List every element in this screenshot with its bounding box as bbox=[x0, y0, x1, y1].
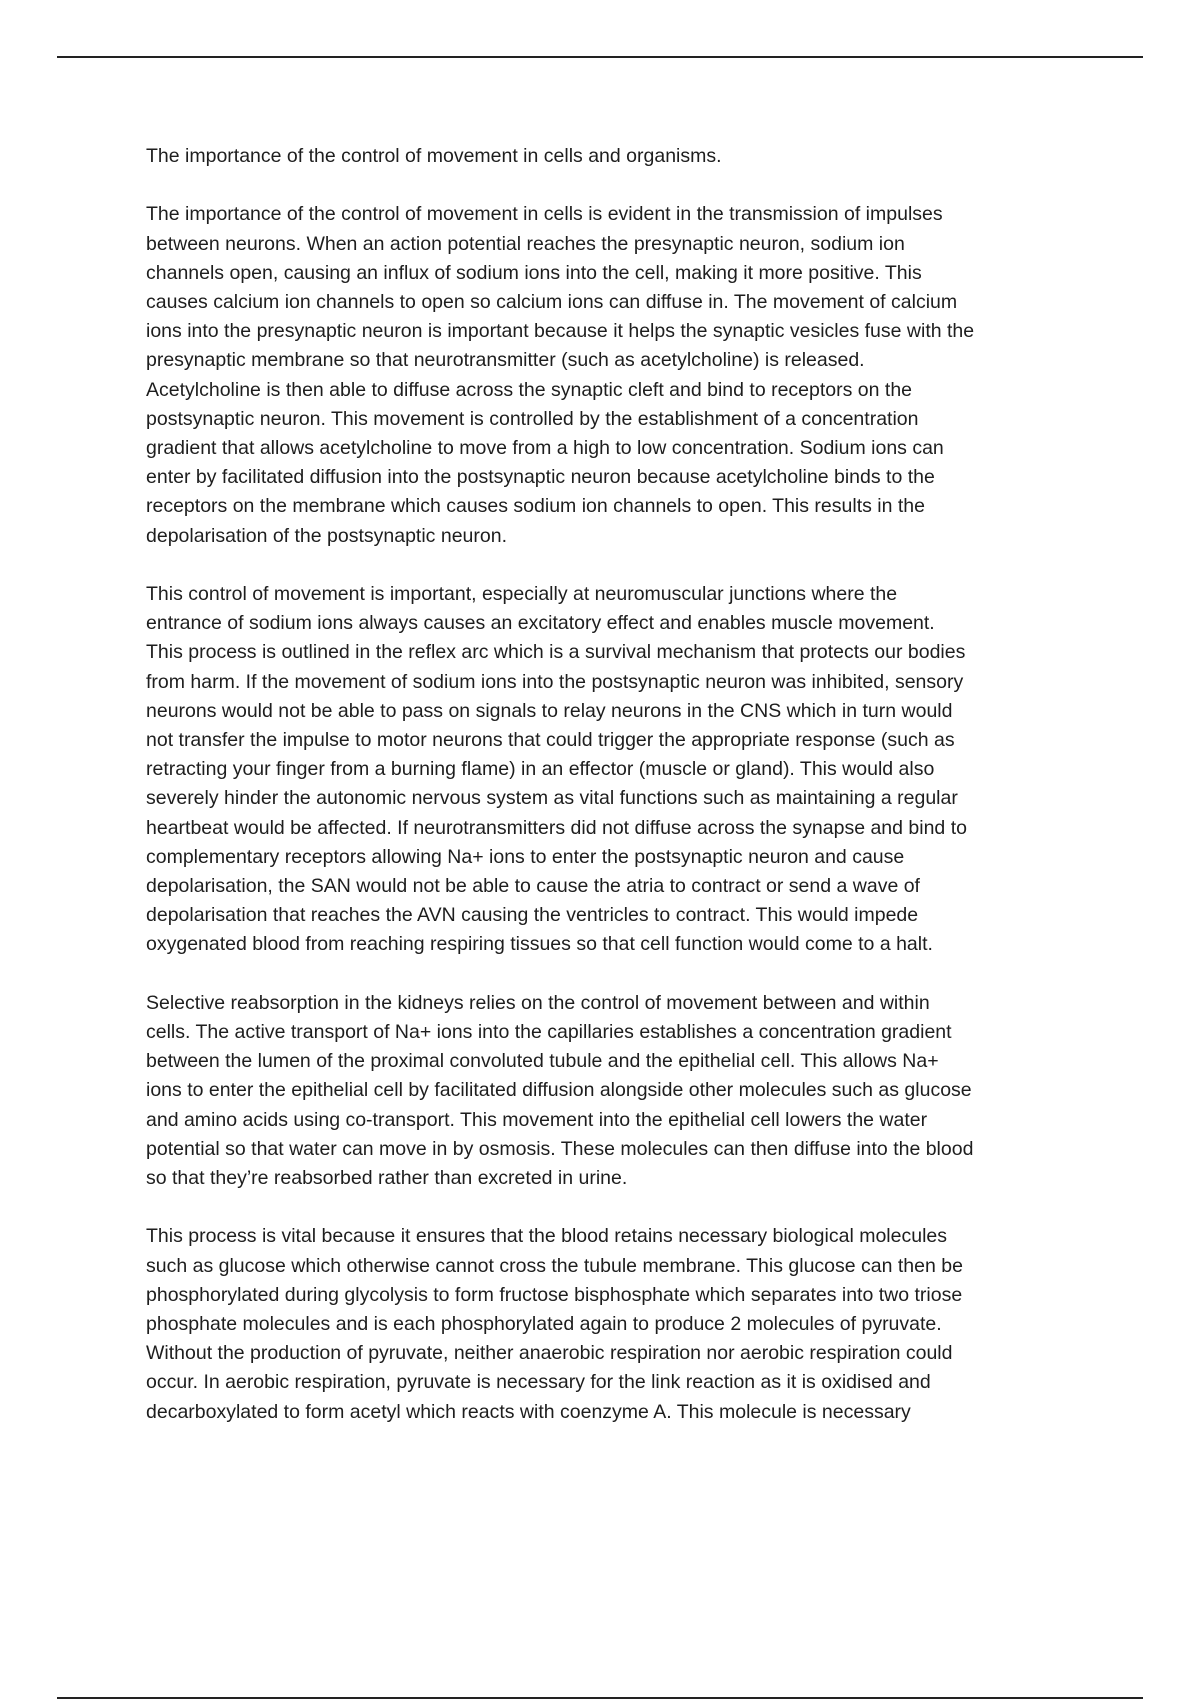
text-line: presynaptic membrane so that neurotransmitter (such as acetylcholine) is released. bbox=[146, 349, 865, 372]
text-line: decarboxylated to form acetyl which reacts with coenzyme A. This molecule is necessary bbox=[146, 1400, 911, 1423]
text-line: heartbeat would be affected. If neurotransmitters did not diffuse across the synapse and bind to bbox=[146, 816, 967, 839]
text-line: phosphate molecules and is each phosphorylated again to produce 2 molecules of pyruvate. bbox=[146, 1313, 942, 1336]
document-title: The importance of the control of movement in cells and organisms. bbox=[146, 145, 722, 167]
text-line: gradient that allows acetylcholine to move from a high to low concentration. Sodium ions can bbox=[146, 437, 944, 460]
text-line: Without the production of pyruvate, neither anaerobic respiration nor aerobic respiration could bbox=[146, 1342, 953, 1365]
text-line: phosphorylated during glycolysis to form fructose bisphosphate which separates into two triose bbox=[146, 1283, 963, 1306]
text-line: entrance of sodium ions always causes an excitatory effect and enables muscle movement. bbox=[146, 612, 935, 635]
header-rule bbox=[57, 56, 1143, 58]
text-line: complementary receptors allowing Na+ ions to enter the postsynaptic neuron and cause bbox=[146, 845, 905, 868]
text-line: depolarisation, the SAN would not be able to cause the atria to contract or send a wave of bbox=[146, 875, 920, 898]
paragraph-list bbox=[146, 200, 1096, 1426]
text-line: from harm. If the movement of sodium ions into the postsynaptic neuron was inhibited, sensory bbox=[146, 670, 964, 693]
text-line: channels open, causing an influx of sodium ions into the cell, making it more positive. This bbox=[146, 261, 922, 284]
text-line: depolarisation of the postsynaptic neuron. bbox=[146, 524, 507, 547]
text-line: between the lumen of the proximal convoluted tubule and the epithelial cell. This allows Na+ bbox=[146, 1050, 939, 1073]
text-line: potential so that water can move in by osmosis. These molecules can then diffuse into the blood bbox=[146, 1137, 974, 1160]
text-line: The importance of the control of movement in cells is evident in the transmission of impulses bbox=[146, 203, 943, 226]
text-line: enter by facilitated diffusion into the postsynaptic neuron because acetylcholine binds to the bbox=[146, 466, 935, 489]
text-line: postsynaptic neuron. This movement is controlled by the establishment of a concentration bbox=[146, 407, 919, 430]
text-line: Acetylcholine is then able to diffuse across the synaptic cleft and bind to receptors on the bbox=[146, 378, 913, 401]
text-line: causes calcium ion channels to open so calcium ions can diffuse in. The movement of calcium bbox=[146, 291, 958, 313]
text-line: cells. The active transport of Na+ ions into the capillaries establishes a concentration gradient bbox=[146, 1021, 952, 1044]
text-line: ions to enter the epithelial cell by facilitated diffusion alongside other molecules such as glucose bbox=[146, 1079, 972, 1102]
text-line: depolarisation that reaches the AVN causing the ventricles to contract. This would impede bbox=[146, 904, 919, 927]
document-body bbox=[146, 142, 1096, 1456]
text-line: oxygenated blood from reaching respiring tissues so that cell function would come to a halt. bbox=[146, 933, 933, 956]
text-line: not transfer the impulse to motor neurons that could trigger the appropriate response (such as bbox=[146, 729, 955, 752]
paragraph bbox=[146, 580, 1096, 960]
footer-rule bbox=[57, 1697, 1143, 1699]
text-line: This process is vital because it ensures that the blood retains necessary biological molecules bbox=[146, 1225, 947, 1248]
paragraph bbox=[146, 1222, 1096, 1426]
text-line: such as glucose which otherwise cannot cross the tubule membrane. This glucose can then be bbox=[146, 1254, 963, 1277]
text-line: This process is outlined in the reflex arc which is a survival mechanism that protects our bodies bbox=[146, 641, 966, 664]
text-line: retracting your finger from a burning flame) in an effector (muscle or gland). This would also bbox=[146, 758, 935, 781]
text-line: neurons would not be able to pass on signals to relay neurons in the CNS which in turn would bbox=[146, 699, 953, 722]
paragraph bbox=[146, 989, 1096, 1193]
text-line: ions into the presynaptic neuron is important because it helps the synaptic vesicles fuse with the bbox=[146, 320, 975, 343]
text-line: receptors on the membrane which causes sodium ion channels to open. This results in the bbox=[146, 495, 925, 518]
text-line: occur. In aerobic respiration, pyruvate is necessary for the link reaction as it is oxidised and bbox=[146, 1371, 931, 1394]
text-line: Selective reabsorption in the kidneys relies on the control of movement between and within bbox=[146, 991, 930, 1014]
text-line: between neurons. When an action potential reaches the presynaptic neuron, sodium ion bbox=[146, 232, 905, 255]
text-line: This control of movement is important, especially at neuromuscular junctions where the bbox=[146, 583, 898, 606]
text-line: and amino acids using co-transport. This movement into the epithelial cell lowers the water bbox=[146, 1108, 928, 1131]
paragraph bbox=[146, 200, 1096, 550]
text-line: so that they’re reabsorbed rather than excreted in urine. bbox=[146, 1167, 628, 1190]
text-line: severely hinder the autonomic nervous system as vital functions such as maintaining a regular bbox=[146, 787, 958, 810]
